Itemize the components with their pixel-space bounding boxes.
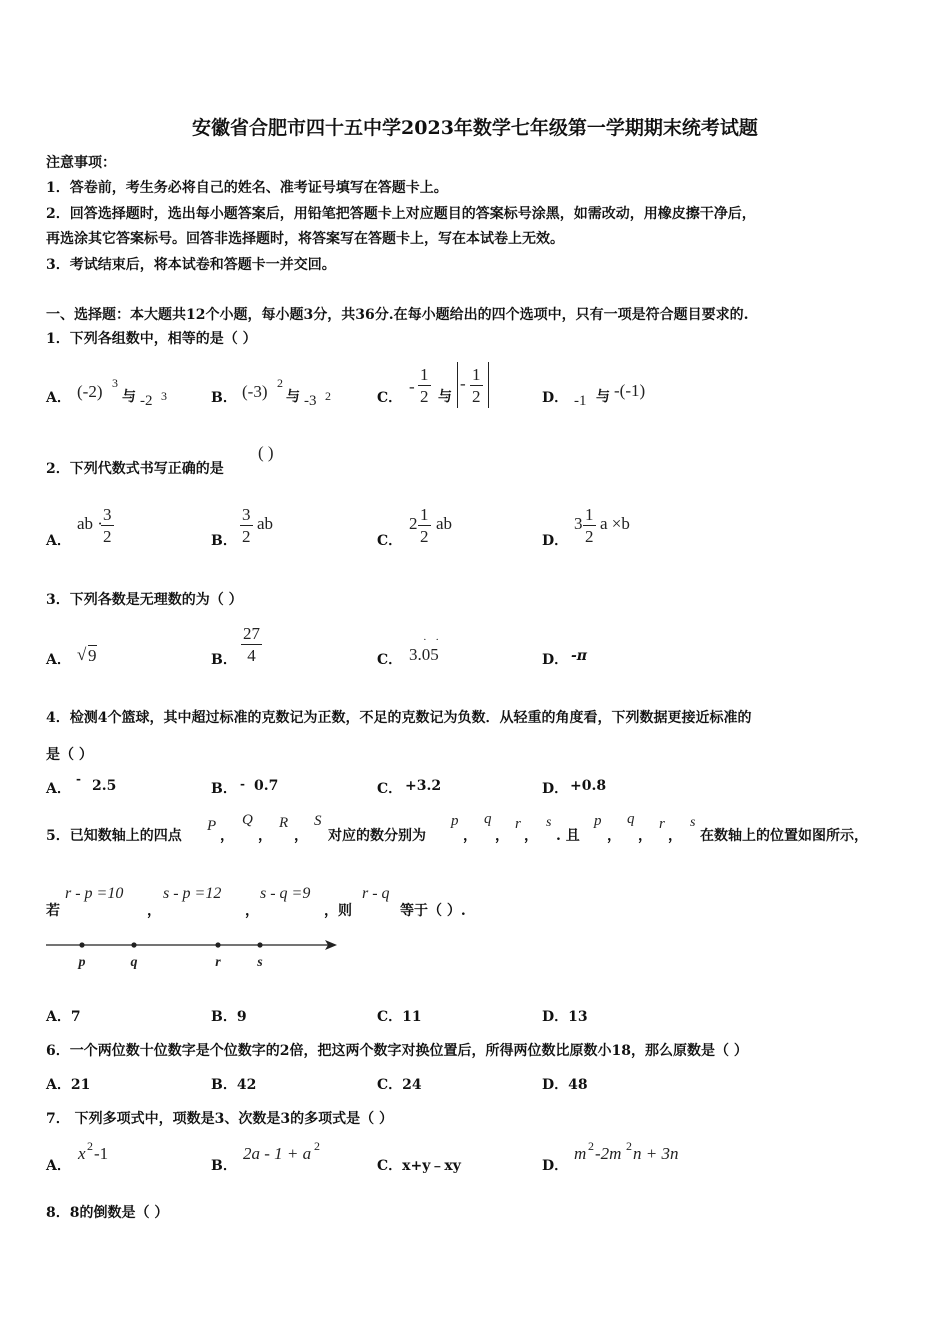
q2-option-a-label: A． [46, 533, 71, 549]
q2-a-numerator: 3 [103, 505, 112, 524]
q4-b-value: 0.7 [254, 778, 279, 794]
q7-a-rest: -1 [94, 1144, 109, 1163]
q5-mid: 对应的数分别为 [328, 828, 426, 844]
q1-c-numerator-2: 1 [472, 365, 481, 384]
number-line-point-q [131, 942, 136, 947]
q1-b-exp1: 2 [277, 376, 283, 390]
q1-c-fraction-2 [470, 364, 483, 407]
q4-option-c-label: C． [377, 781, 403, 797]
q6-option-d: D．48 [542, 1077, 588, 1093]
q1-d-yu: 与 [596, 389, 610, 405]
q1-option-d-label: D． [542, 390, 569, 406]
q5-option-b: B．9 [211, 1009, 247, 1025]
q5-option-c: C．11 [377, 1009, 422, 1025]
page-title: 安徽省合肥市四十五中学2023年数学七年级第一学期期末统考试题 [192, 117, 758, 139]
q1-a-exp2: 3 [161, 389, 167, 403]
q3-option-a-label: A． [46, 652, 71, 668]
q5-number-line [40, 932, 350, 972]
q1-d-expr1: -1 [574, 393, 587, 409]
q5-comma-1: ， [220, 828, 234, 844]
q2-d-int: 3 [574, 514, 583, 533]
q7-stem: 7． 下列多项式中，项数是3、次数是3的多项式是（ ） [46, 1111, 393, 1127]
q5-number-q-2: q [627, 811, 635, 827]
q7-d-m: m [574, 1144, 587, 1163]
q2-stem: 2．下列代数式书写正确的是 [46, 461, 224, 477]
q2-option-c-label: C． [377, 533, 403, 549]
q3-option-c-label: C． [377, 652, 403, 668]
q5-equation-4: r - q [362, 885, 390, 902]
q2-a-fraction [101, 504, 114, 547]
q5-point-S: S [314, 813, 322, 829]
q7-d-mid: -2m [595, 1144, 622, 1163]
q7-a-x: x [78, 1144, 86, 1163]
q6-option-c: C．24 [377, 1077, 422, 1093]
q5-comma-2: ， [258, 828, 272, 844]
q1-c-yu: 与 [438, 389, 452, 405]
q3-b-denominator: 4 [247, 646, 256, 665]
q1-option-a-label: A． [46, 390, 71, 406]
q4-b-sign: - [240, 777, 245, 791]
q4-stem-line-1: 4．检测4个篮球，其中超过标准的克数记为正数，不足的克数记为负数．从轻重的角度看，下列数据更接近标准的 [46, 710, 752, 726]
number-line-point-s [257, 942, 262, 947]
q3-a-radicand: 9 [88, 646, 97, 665]
q5-equation-1: r - p =10 [65, 885, 124, 902]
q7-b-exp: 2 [314, 1139, 320, 1153]
q1-c-abs-right [488, 362, 489, 408]
q2-option-b-label: B． [211, 533, 237, 549]
q3-option-b-label: B． [211, 652, 237, 668]
q5-ruo: 若 [46, 903, 60, 919]
number-line-point-p [79, 942, 84, 947]
q1-b-expr1: (-3) [242, 382, 268, 401]
q4-a-sign: - [76, 772, 81, 786]
q5-number-p-2: p [594, 813, 602, 829]
q5-point-Q: Q [242, 812, 253, 828]
q2-paren: ( ) [258, 443, 274, 462]
q5-ze: ，则 [324, 903, 352, 919]
q5-point-P: P [207, 818, 217, 834]
q5-and: . 且 [556, 828, 580, 844]
q5-number-p: p [451, 813, 459, 829]
q2-b-denominator: 2 [242, 527, 251, 546]
q5-question: 等于（ ）. [400, 903, 466, 919]
number-line-label-r: r [215, 955, 221, 970]
q1-d-expr2: -(-1) [614, 381, 646, 400]
q4-option-d-label: D． [542, 781, 569, 797]
q2-c-denominator: 2 [420, 527, 429, 546]
q2-a-denominator: 2 [103, 527, 112, 546]
q3-b-numerator: 27 [243, 624, 260, 643]
q8-stem: 8．8的倒数是（ ） [46, 1205, 169, 1221]
q7-a-exp: 2 [87, 1139, 93, 1153]
q1-stem: 1．下列各组数中，相等的是（ ） [46, 331, 257, 347]
q7-option-d-label: D． [542, 1158, 569, 1174]
q2-a-pre: ab · [77, 514, 103, 533]
q1-c-fraction [418, 364, 431, 407]
number-line-label-q: q [130, 955, 138, 970]
q3-d-value: -π [571, 648, 588, 664]
q5-comma-11: ， [245, 903, 259, 919]
q5-option-a: A．7 [46, 1009, 81, 1025]
q4-option-a-label: A． [46, 781, 71, 797]
q6-stem: 6．一个两位数十位数字是个位数字的2倍，把这两个数字对换位置后，所得两位数比原数小18，那么原数是（ ） [46, 1043, 748, 1059]
q5-number-q: q [484, 811, 492, 827]
q3-b-fraction [241, 623, 262, 666]
q2-c-int: 2 [409, 514, 418, 533]
q2-d-fraction [583, 504, 596, 547]
notice-line-2b: 再选涂其它答案标号。回答非选择题时，将答案写在答题卡上，写在本试卷上无效。 [46, 231, 564, 247]
q1-c-inner-minus: - [460, 374, 466, 393]
q5-comma-7: ， [607, 828, 621, 844]
q4-a-value: 2.5 [92, 778, 117, 794]
number-line-label-s: s [257, 955, 263, 970]
q1-a-exp1: 3 [112, 376, 118, 390]
notice-line-3: 3．考试结束后，将本试卷和答题卡一并交回。 [46, 257, 336, 273]
q2-b-numerator: 3 [242, 505, 251, 524]
q4-c-value: +3.2 [405, 778, 442, 794]
q7-d-exp1: 2 [588, 1139, 594, 1153]
q5-comma-10: ， [147, 903, 161, 919]
q3-stem: 3．下列各数是无理数的为（ ） [46, 592, 243, 608]
q2-c-post: ab [436, 514, 453, 533]
q4-stem-line-2: 是（ ） [46, 747, 93, 763]
q4-d-value: +0.8 [570, 778, 607, 794]
q2-d-numerator: 1 [585, 505, 594, 524]
q6-option-a: A．21 [46, 1077, 91, 1093]
q1-a-expr2: -2 [140, 393, 153, 409]
q5-number-r: r [515, 816, 521, 832]
q7-option-b-label: B． [211, 1158, 237, 1174]
notice-heading: 注意事项： [46, 155, 116, 171]
section-heading: 一、选择题：本大题共12个小题，每小题3分，共36分.在每小题给出的四个选项中，只有一项是符合题目要求的. [46, 307, 749, 323]
number-line-points [78, 942, 264, 970]
q2-c-fraction [418, 504, 431, 547]
q2-b-fraction [240, 504, 253, 547]
q5-comma-4: ， [463, 828, 477, 844]
q1-c-denominator: 2 [420, 387, 429, 406]
number-line-label-p: p [78, 955, 86, 970]
q5-comma-5: ， [495, 828, 509, 844]
q5-number-r-2: r [659, 816, 665, 832]
q7-option-c: C．x+y﹣xy [377, 1158, 461, 1174]
q2-option-d-label: D． [542, 533, 569, 549]
q1-option-c-label: C． [377, 390, 403, 406]
q5-equation-3: s - q =9 [260, 885, 311, 902]
q2-d-post: a ×b [600, 514, 630, 533]
q5-option-d: D．13 [542, 1009, 588, 1025]
q5-equation-2: s - p =12 [163, 885, 222, 902]
q6-option-b: B．42 [211, 1077, 257, 1093]
q5-number-s: s [546, 815, 552, 830]
q1-b-expr2: -3 [304, 393, 317, 409]
q5-number-s-2: s [690, 815, 696, 830]
q7-d-exp2: 2 [626, 1139, 632, 1153]
q1-option-b-label: B． [211, 390, 237, 406]
q5-post: 在数轴上的位置如图所示， [700, 828, 868, 844]
notice-line-1: 1．答卷前，考生务必将自己的姓名、准考证号填写在答题卡上。 [46, 180, 448, 196]
q1-c-numerator: 1 [420, 365, 429, 384]
q5-point-R: R [279, 815, 289, 831]
q7-b-expr: 2a - 1 + a [243, 1144, 312, 1163]
q1-a-expr1: (-2) [77, 382, 103, 401]
notice-line-2a: 2．回答选择题时，选出每小题答案后，用铅笔把答题卡上对应题目的答案标号涂黑，如需改动，用橡皮擦干净后， [46, 206, 756, 222]
q2-d-denominator: 2 [585, 527, 594, 546]
q3-option-d-label: D． [542, 652, 569, 668]
q3-c-repeat-dots: · · [423, 634, 443, 646]
q5-comma-8: ， [638, 828, 652, 844]
q5-comma-3: ， [294, 828, 308, 844]
q7-option-a-label: A． [46, 1158, 71, 1174]
q1-b-yu: 与 [286, 389, 300, 405]
q2-c-numerator: 1 [420, 505, 429, 524]
q2-b-post: ab [257, 514, 274, 533]
q3-a-root: √ [77, 645, 87, 664]
q5-comma-9: ， [668, 828, 682, 844]
q1-b-exp2: 2 [325, 389, 331, 403]
q7-d-rest: n + 3n [633, 1144, 679, 1163]
q1-c-abs-left [457, 362, 458, 408]
q1-c-minus: - [409, 377, 415, 396]
q5-comma-6: ， [524, 828, 538, 844]
q5-pre: 5．已知数轴上的四点 [46, 828, 182, 844]
q4-option-b-label: B． [211, 781, 237, 797]
q1-c-denominator-2: 2 [472, 387, 481, 406]
number-line-point-r [215, 942, 220, 947]
q3-c-value: 3.05 [409, 645, 439, 664]
q1-a-yu: 与 [122, 389, 136, 405]
